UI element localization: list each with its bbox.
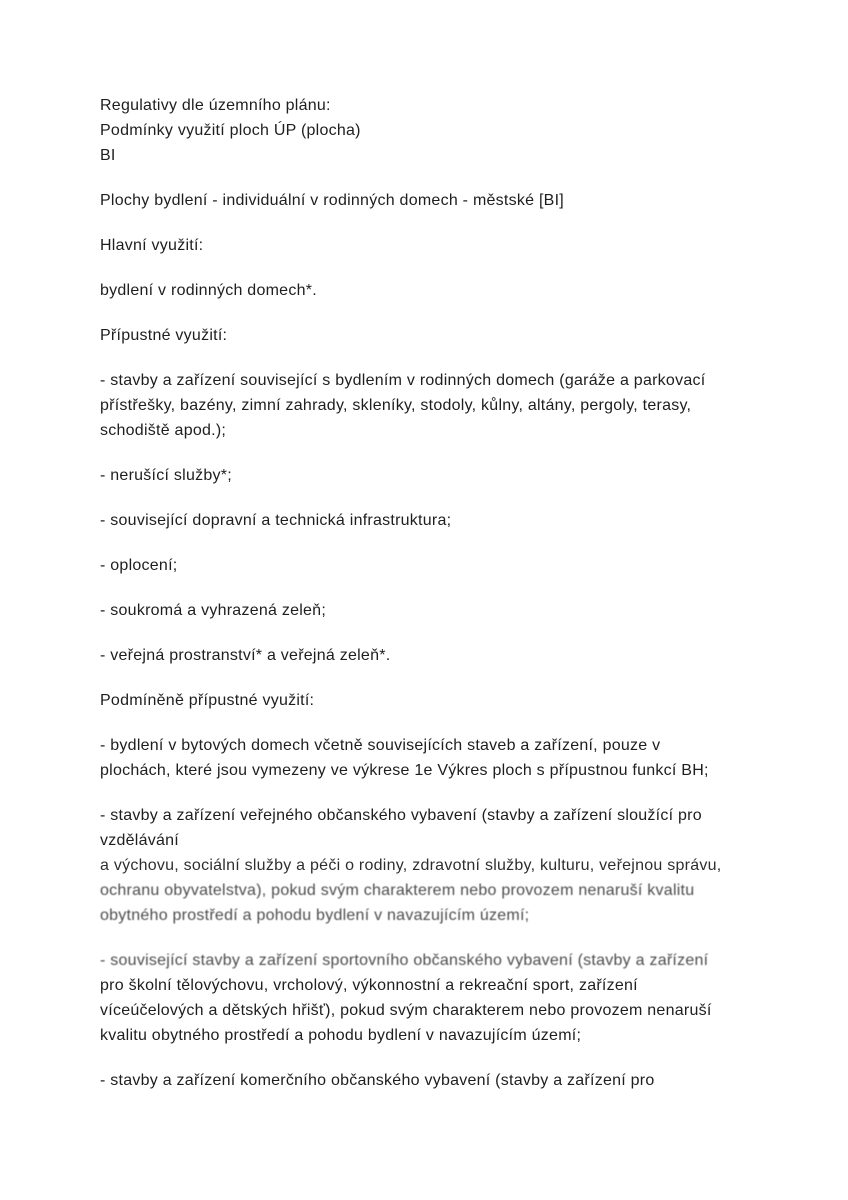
text-line: Regulativy dle územního plánu: <box>100 97 331 114</box>
text-line: - bydlení v bytových domech včetně souvisejících staveb a zařízení, pouze v <box>100 737 661 754</box>
text-line: - veřejná prostranství* a veřejná zeleň*. <box>100 647 391 664</box>
text-line: pro školní tělovýchovu, vrcholový, výkonnostní a rekreační sport, zařízení <box>100 977 638 994</box>
bullet-nerusici-sluzby <box>100 463 780 488</box>
text-line: Podmínky využití ploch ÚP (plocha) <box>100 122 361 139</box>
bullet-stavby-souvisejici-s-bydlenim <box>100 368 780 443</box>
text-line: schodiště apod.); <box>100 422 227 439</box>
text-line: Plochy bydlení - individuální v rodinných domech - městské [BI] <box>100 192 564 209</box>
text-line: vzdělávání <box>100 832 179 849</box>
text-line: a výchovu, sociální služby a péči o rodiny, zdravotní služby, kulturu, veřejnou správu, <box>100 857 722 874</box>
bullet-komercni-obcanske-vybaveni <box>100 1068 780 1093</box>
text-line: Hlavní využití: <box>100 237 204 254</box>
section-heading-podminene-pripustne <box>100 688 780 713</box>
text-line: - související stavby a zařízení sportovního občanského vybavení (stavby a zařízení <box>100 952 709 969</box>
text-line: přístřešky, bazény, zimní zahrady, skleníky, stodoly, kůlny, altány, pergoly, terasy, <box>100 397 692 414</box>
text-line: - stavby a zařízení související s bydlením v rodinných domech (garáže a parkovací <box>100 372 706 389</box>
doc-header-block <box>100 93 780 168</box>
text-line: kvalitu obytného prostředí a pohodu bydlení v navazujícím území; <box>100 1027 582 1044</box>
text-line: - stavby a zařízení veřejného občanského vybavení (stavby a zařízení sloužící pro <box>100 807 702 824</box>
text-line: - nerušící služby*; <box>100 467 232 484</box>
bullet-verejna-prostranstvi <box>100 643 780 668</box>
text-line: - související dopravní a technická infrastruktura; <box>100 512 452 529</box>
text-line: bydlení v rodinných domech*. <box>100 282 317 299</box>
document-body <box>100 93 780 1093</box>
text-line: obytného prostředí a pohodu bydlení v navazujícím území; <box>100 907 530 924</box>
bullet-oploceni <box>100 553 780 578</box>
bullet-bydleni-v-bytovych-domech <box>100 733 780 783</box>
text-line: - stavby a zařízení komerčního občanského vybavení (stavby a zařízení pro <box>100 1072 655 1089</box>
text-line: Podmíněně přípustné využití: <box>100 692 315 709</box>
main-use-text <box>100 278 780 303</box>
text-line: BI <box>100 147 116 164</box>
bullet-dopravni-technicka-infrastruktura <box>100 508 780 533</box>
text-line: - oplocení; <box>100 557 178 574</box>
text-line: ochranu obyvatelstva), pokud svým charakterem nebo provozem nenaruší kvalitu <box>100 882 695 899</box>
text-line: víceúčelových a dětských hřišť), pokud svým charakterem nebo provozem nenaruší <box>100 1002 712 1019</box>
section-heading-pripustne-vyuziti <box>100 323 780 348</box>
bullet-soukroma-zelen <box>100 598 780 623</box>
bullet-verejne-obcanske-vybaveni <box>100 803 780 928</box>
text-line: plochách, které jsou vymezeny ve výkrese 1e Výkres ploch s přípustnou funkcí BH; <box>100 762 709 779</box>
section-heading-hlavni-vyuziti <box>100 233 780 258</box>
text-line: Přípustné využití: <box>100 327 228 344</box>
text-line: - soukromá a vyhrazená zeleň; <box>100 602 327 619</box>
bullet-sportovni-obcanske-vybaveni <box>100 948 780 1048</box>
plocha-title <box>100 188 780 213</box>
